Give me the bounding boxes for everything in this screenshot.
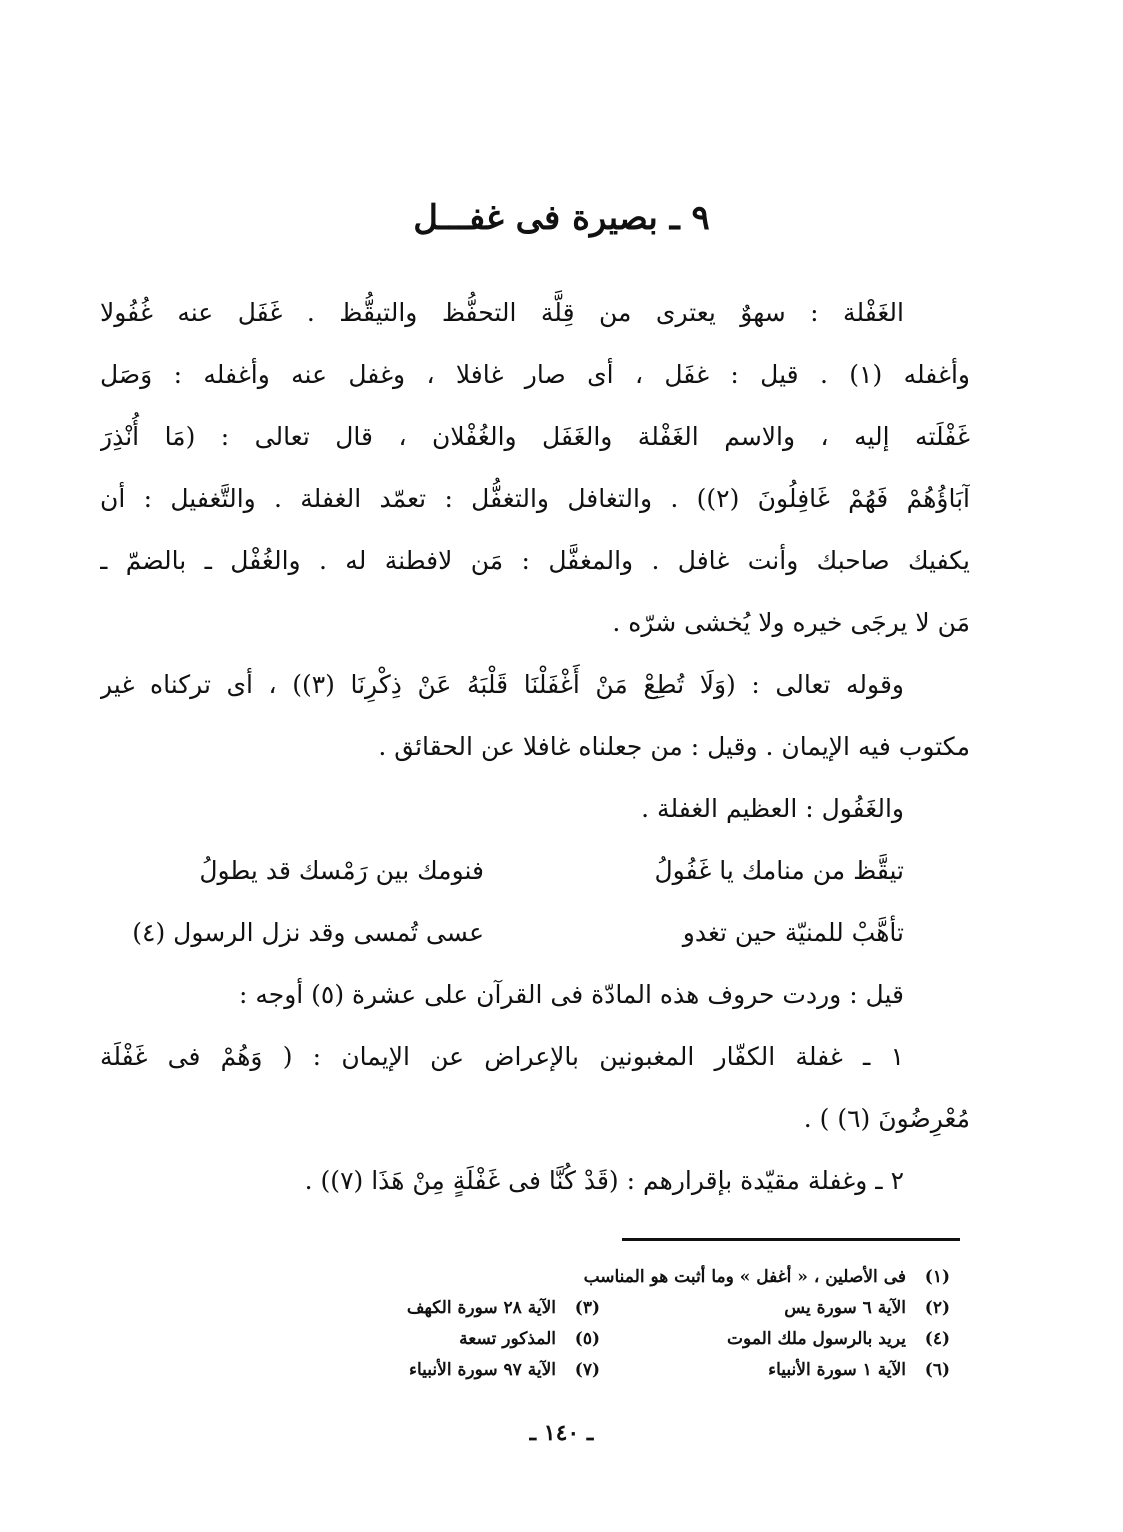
paragraph1-line6: مَن لا يرجَى خيره ولا يُخشى شرّه . xyxy=(612,608,970,637)
poem-verse-2 xyxy=(100,902,970,964)
paragraph3: والغَفُول : العظيم الغفلة . xyxy=(641,794,904,823)
footnote-number: (٤) xyxy=(924,1329,950,1349)
paragraph1-line5: يكفيك صاحبك وأنت غافل . والمغفَّل : مَن لافطنة له . والغُفْل ـ بالضمّ ـ xyxy=(100,546,970,575)
paragraph1-line1: الغَفْلة : سهوٌ يعترى من قِلَّة التحفُّظ والتيقُّظ . غَفَل عنه غُفُولا xyxy=(100,298,904,327)
paragraph4: قيل : وردت حروف هذه المادّة فى القرآن على عشرة (٥) أوجه : xyxy=(238,980,904,1009)
footnote-text: فى الأصلين ، « أغفل » وما أثبت هو المناسب xyxy=(583,1267,906,1287)
footnote-text: الآية ٩٧ سورة الأنبياء xyxy=(408,1360,556,1380)
footnote-4 xyxy=(600,1324,950,1355)
paragraph2-line1: وقوله تعالى : (وَلَا تُطِعْ مَنْ أَغْفَلْنَا قَلْبَهُ عَنْ ذِكْرِنَا (٣)) ، أى تركناه غير xyxy=(100,670,904,699)
footnote-divider xyxy=(622,1238,960,1241)
paragraph1-line3: غَفْلَته إليه ، والاسم الغَفْلة والغَفَل والغُفْلان ، قال تعالى : (مَا أُنْذِرَ xyxy=(100,422,970,451)
footnote-row xyxy=(250,1293,950,1324)
main-text xyxy=(100,282,970,1212)
footnote-3 xyxy=(250,1293,600,1324)
footnote-number: (٦) xyxy=(924,1360,950,1380)
footnotes xyxy=(250,1262,950,1386)
footnote-text: المذكور تسعة xyxy=(459,1329,556,1349)
footnote-number: (١) xyxy=(924,1267,950,1287)
item2: ٢ ـ وغفلة مقيّدة بإقرارهم : (قَدْ كُنَّا فى غَفْلَةٍ مِنْ هَذَا (٧)) . xyxy=(304,1166,904,1195)
paragraph1-line4: آبَاؤُهُمْ فَهُمْ غَافِلُونَ (٢)) . والتغافل والتغفُّل : تعمّد الغفلة . والتَّغفيل : أن xyxy=(100,484,970,513)
footnote-text: الآية ٦ سورة يس xyxy=(784,1298,906,1318)
footnote-6 xyxy=(600,1355,950,1386)
footnote-number: (٥) xyxy=(574,1329,600,1349)
footnote-number: (٧) xyxy=(574,1360,600,1380)
verse2-first-hemistich: تأهَّبْ للمنيّة حين تغدو xyxy=(682,918,904,947)
section-title: ٩ ـ بصيرة فى غفـــل xyxy=(413,198,710,238)
footnote-2 xyxy=(600,1293,950,1324)
footnote-row xyxy=(250,1355,950,1386)
poem-verse-1 xyxy=(100,840,970,902)
page-number: ـ ١٤٠ ـ xyxy=(529,1420,594,1446)
footnote-text: الآية ٢٨ سورة الكهف xyxy=(406,1298,556,1318)
item1-line1: ١ ـ غفلة الكفّار المغبونين بالإعراض عن الإيمان : ( وَهُمْ فى غَفْلَة xyxy=(100,1042,904,1071)
verse1-first-hemistich: تيقَّظ من منامك يا غَفُولُ xyxy=(654,856,904,885)
paragraph2-line2: مكتوب فيه الإيمان . وقيل : من جعلناه غافلا عن الحقائق . xyxy=(378,732,970,761)
footnote-7 xyxy=(250,1355,600,1386)
verse2-second-hemistich: عسى تُمسى وقد نزل الرسول (٤) xyxy=(132,918,484,947)
footnote-text: يريد بالرسول ملك الموت xyxy=(727,1329,906,1349)
footnote-number: (٣) xyxy=(574,1298,600,1318)
footnote-1 xyxy=(540,1262,950,1293)
footnote-5 xyxy=(250,1324,600,1355)
footnote-row xyxy=(250,1324,950,1355)
footnote-text: الآية ١ سورة الأنبياء xyxy=(768,1360,906,1380)
footnote-row xyxy=(250,1262,950,1293)
verse1-second-hemistich: فنومك بين رَمْسك قد يطولُ xyxy=(199,856,484,885)
footnote-number: (٢) xyxy=(924,1298,950,1318)
item1-line2: مُعْرِضُونَ (٦) ) . xyxy=(803,1104,970,1133)
paragraph1-line2: وأغفله (١) . قيل : غفَل ، أى صار غافلا ، وغفل عنه وأغفله : وَصَل xyxy=(100,360,970,389)
